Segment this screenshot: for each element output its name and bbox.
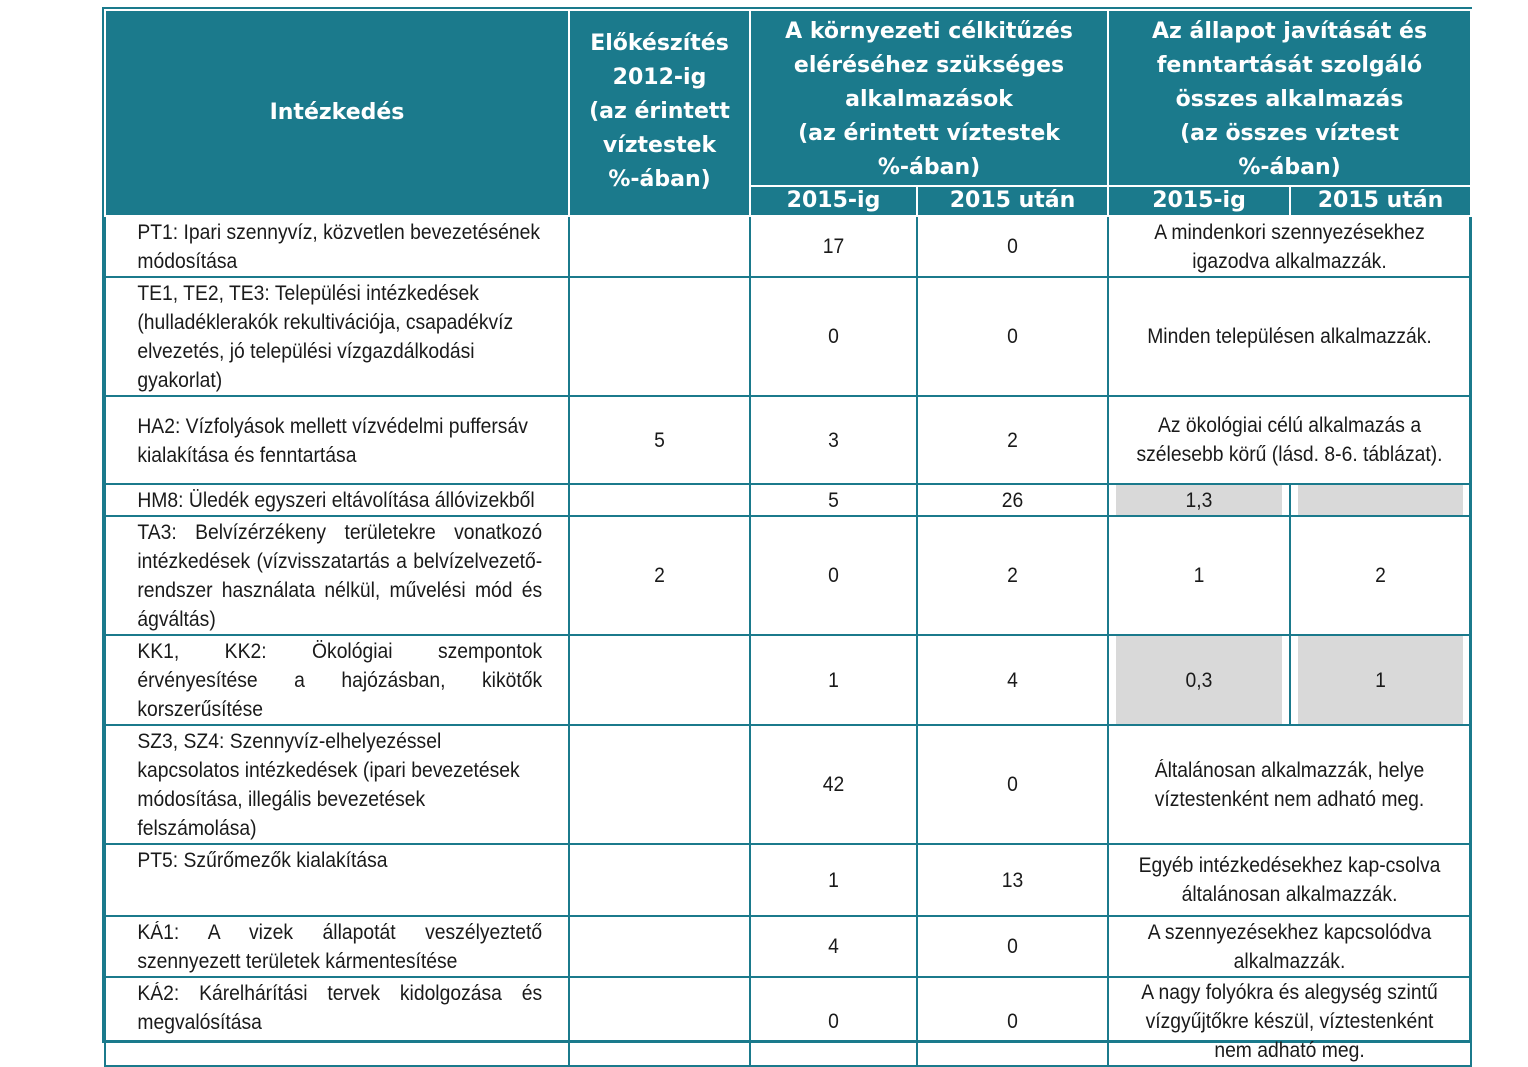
header-k-2015ig: 2015-ig	[750, 186, 917, 216]
k-2015utan-value: 0	[925, 216, 1101, 277]
allapot-note: Minden településen alkalmazzák.	[1123, 277, 1457, 396]
k-2015utan-value: 2	[925, 396, 1101, 484]
k-2015ig-value: 0	[757, 977, 911, 1066]
allapot-note: A mindenkori szennyezésekhez igazodva alkalmazzák.	[1123, 216, 1457, 277]
measure-name: PT5: Szűrőmezők kialakítása	[124, 844, 551, 916]
prep-value: 5	[576, 396, 743, 484]
k-2015ig-value: 5	[757, 484, 911, 516]
o-2015utan-value: 1	[1297, 635, 1464, 725]
header-allapot-line: Az állapot javítását és	[1151, 19, 1428, 44]
measure-name: TE1, TE2, TE3: Települési intézkedések (hulladéklerakók rekultivációja, csapadékvíz elvezetés, jó települési vízgazdálkodási gyakorlat)	[124, 277, 551, 396]
o-2015ig-value: 1	[1115, 516, 1282, 635]
header-intezkedes: Intézkedés	[105, 10, 569, 216]
k-2015ig-value: 17	[757, 216, 911, 277]
header-elokeszites	[569, 10, 750, 216]
k-2015utan-value: 0	[925, 725, 1101, 844]
table-row	[105, 844, 1471, 916]
header-allapot-line: összes alkalmazás	[1175, 87, 1404, 112]
o-2015ig-value: 1,3	[1115, 484, 1282, 516]
table-row	[105, 916, 1471, 977]
o-2015utan-value	[1297, 484, 1464, 516]
prep-value	[576, 484, 743, 516]
header-kornyezeti-line: A környezeti célkitűzés	[785, 19, 1073, 44]
header-elokeszites-line: Előkészítés	[590, 31, 729, 56]
header-allapot-line: %-ában)	[1238, 155, 1341, 180]
table-row	[105, 725, 1471, 844]
prep-value	[576, 725, 743, 844]
prep-value	[576, 216, 743, 277]
k-2015utan-value: 4	[925, 635, 1101, 725]
header-elokeszites-line: 2012-ig	[612, 65, 707, 90]
table-row	[105, 216, 1471, 277]
prep-value	[576, 635, 743, 725]
table-row	[105, 977, 1471, 1066]
k-2015ig-value: 0	[757, 516, 911, 635]
header-allapot-line: (az összes víztest	[1180, 121, 1399, 146]
k-2015ig-value: 4	[757, 916, 911, 977]
k-2015utan-value: 26	[925, 484, 1101, 516]
prep-value	[576, 844, 743, 916]
header-allapot-line: fenntartását szolgáló	[1156, 53, 1423, 78]
k-2015utan-value: 2	[925, 516, 1101, 635]
header-k-2015utan: 2015 után	[917, 186, 1108, 216]
o-2015ig-value: 0,3	[1115, 635, 1282, 725]
allapot-note: Az ökológiai célú alkalmazás a szélesebb körű (lásd. 8-6. táblázat).	[1123, 396, 1457, 484]
measure-name: SZ3, SZ4: Szennyvíz-elhelyezéssel kapcsolatos intézkedések (ipari bevezetések módosítása, illegális bevezetések felszámolása)	[124, 725, 551, 844]
measure-name: TA3: Belvízérzékeny területekre vonatkozó intézkedések (vízvisszatartás a belvízelvezető-rendszer használata nélkül, művelési mód és ágváltás)	[124, 516, 551, 635]
header-allapot	[1108, 10, 1471, 186]
prep-value	[576, 977, 743, 1066]
allapot-note: A szennyezésekhez kapcsolódva alkalmazzák.	[1123, 916, 1457, 977]
header-kornyezeti-line: (az érintett víztestek	[798, 121, 1060, 146]
table-row	[105, 516, 1471, 635]
k-2015utan-value: 0	[925, 977, 1101, 1066]
k-2015ig-value: 42	[757, 725, 911, 844]
table-row	[105, 396, 1471, 484]
measures-table	[104, 9, 1472, 1067]
allapot-note: A nagy folyókra és alegység szintű vízgyűjtőkre készül, víztestenként nem adható meg.	[1123, 977, 1457, 1066]
header-o-2015utan: 2015 után	[1290, 186, 1471, 216]
header-kornyezeti	[750, 10, 1108, 186]
header-elokeszites-line: (az érintett	[589, 99, 730, 124]
k-2015ig-value: 3	[757, 396, 911, 484]
header-o-2015ig: 2015-ig	[1108, 186, 1290, 216]
k-2015utan-value: 13	[925, 844, 1101, 916]
header-kornyezeti-line: alkalmazások	[845, 87, 1013, 112]
prep-value: 2	[576, 516, 743, 635]
k-2015utan-value: 0	[925, 277, 1101, 396]
header-kornyezeti-line: %-ában)	[877, 155, 981, 180]
measure-name: HA2: Vízfolyások mellett vízvédelmi puffersáv kialakítása és fenntartása	[124, 396, 551, 484]
measure-name: KK1, KK2: Ökológiai szempontok érvényesítése a hajózásban, kikötők korszerűsítése	[124, 635, 551, 725]
measure-name: KÁ2: Kárelhárítási tervek kidolgozása és megvalósítása	[124, 977, 551, 1066]
table-row	[105, 635, 1471, 725]
k-2015utan-value: 0	[925, 916, 1101, 977]
prep-value	[576, 916, 743, 977]
prep-value	[576, 277, 743, 396]
header-kornyezeti-line: eléréséhez szükséges	[793, 53, 1065, 78]
allapot-note: Egyéb intézkedésekhez kap-csolva általánosan alkalmazzák.	[1123, 844, 1457, 916]
allapot-note: Általánosan alkalmazzák, helye víztestenként nem adható meg.	[1123, 725, 1457, 844]
k-2015ig-value: 1	[757, 844, 911, 916]
o-2015utan-value: 2	[1297, 516, 1464, 635]
k-2015ig-value: 0	[757, 277, 911, 396]
measure-name: HM8: Üledék egyszeri eltávolítása állóvizekből	[124, 484, 551, 516]
k-2015ig-value: 1	[757, 635, 911, 725]
table-row	[105, 277, 1471, 396]
table-row	[105, 484, 1471, 516]
header-elokeszites-line: %-ában)	[608, 167, 711, 192]
header-elokeszites-line: víztestek	[602, 133, 717, 158]
measure-name: KÁ1: A vizek állapotát veszélyeztető szennyezett területek kármentesítése	[124, 916, 551, 977]
measure-name: PT1: Ipari szennyvíz, közvetlen bevezetésének módosítása	[124, 216, 551, 277]
